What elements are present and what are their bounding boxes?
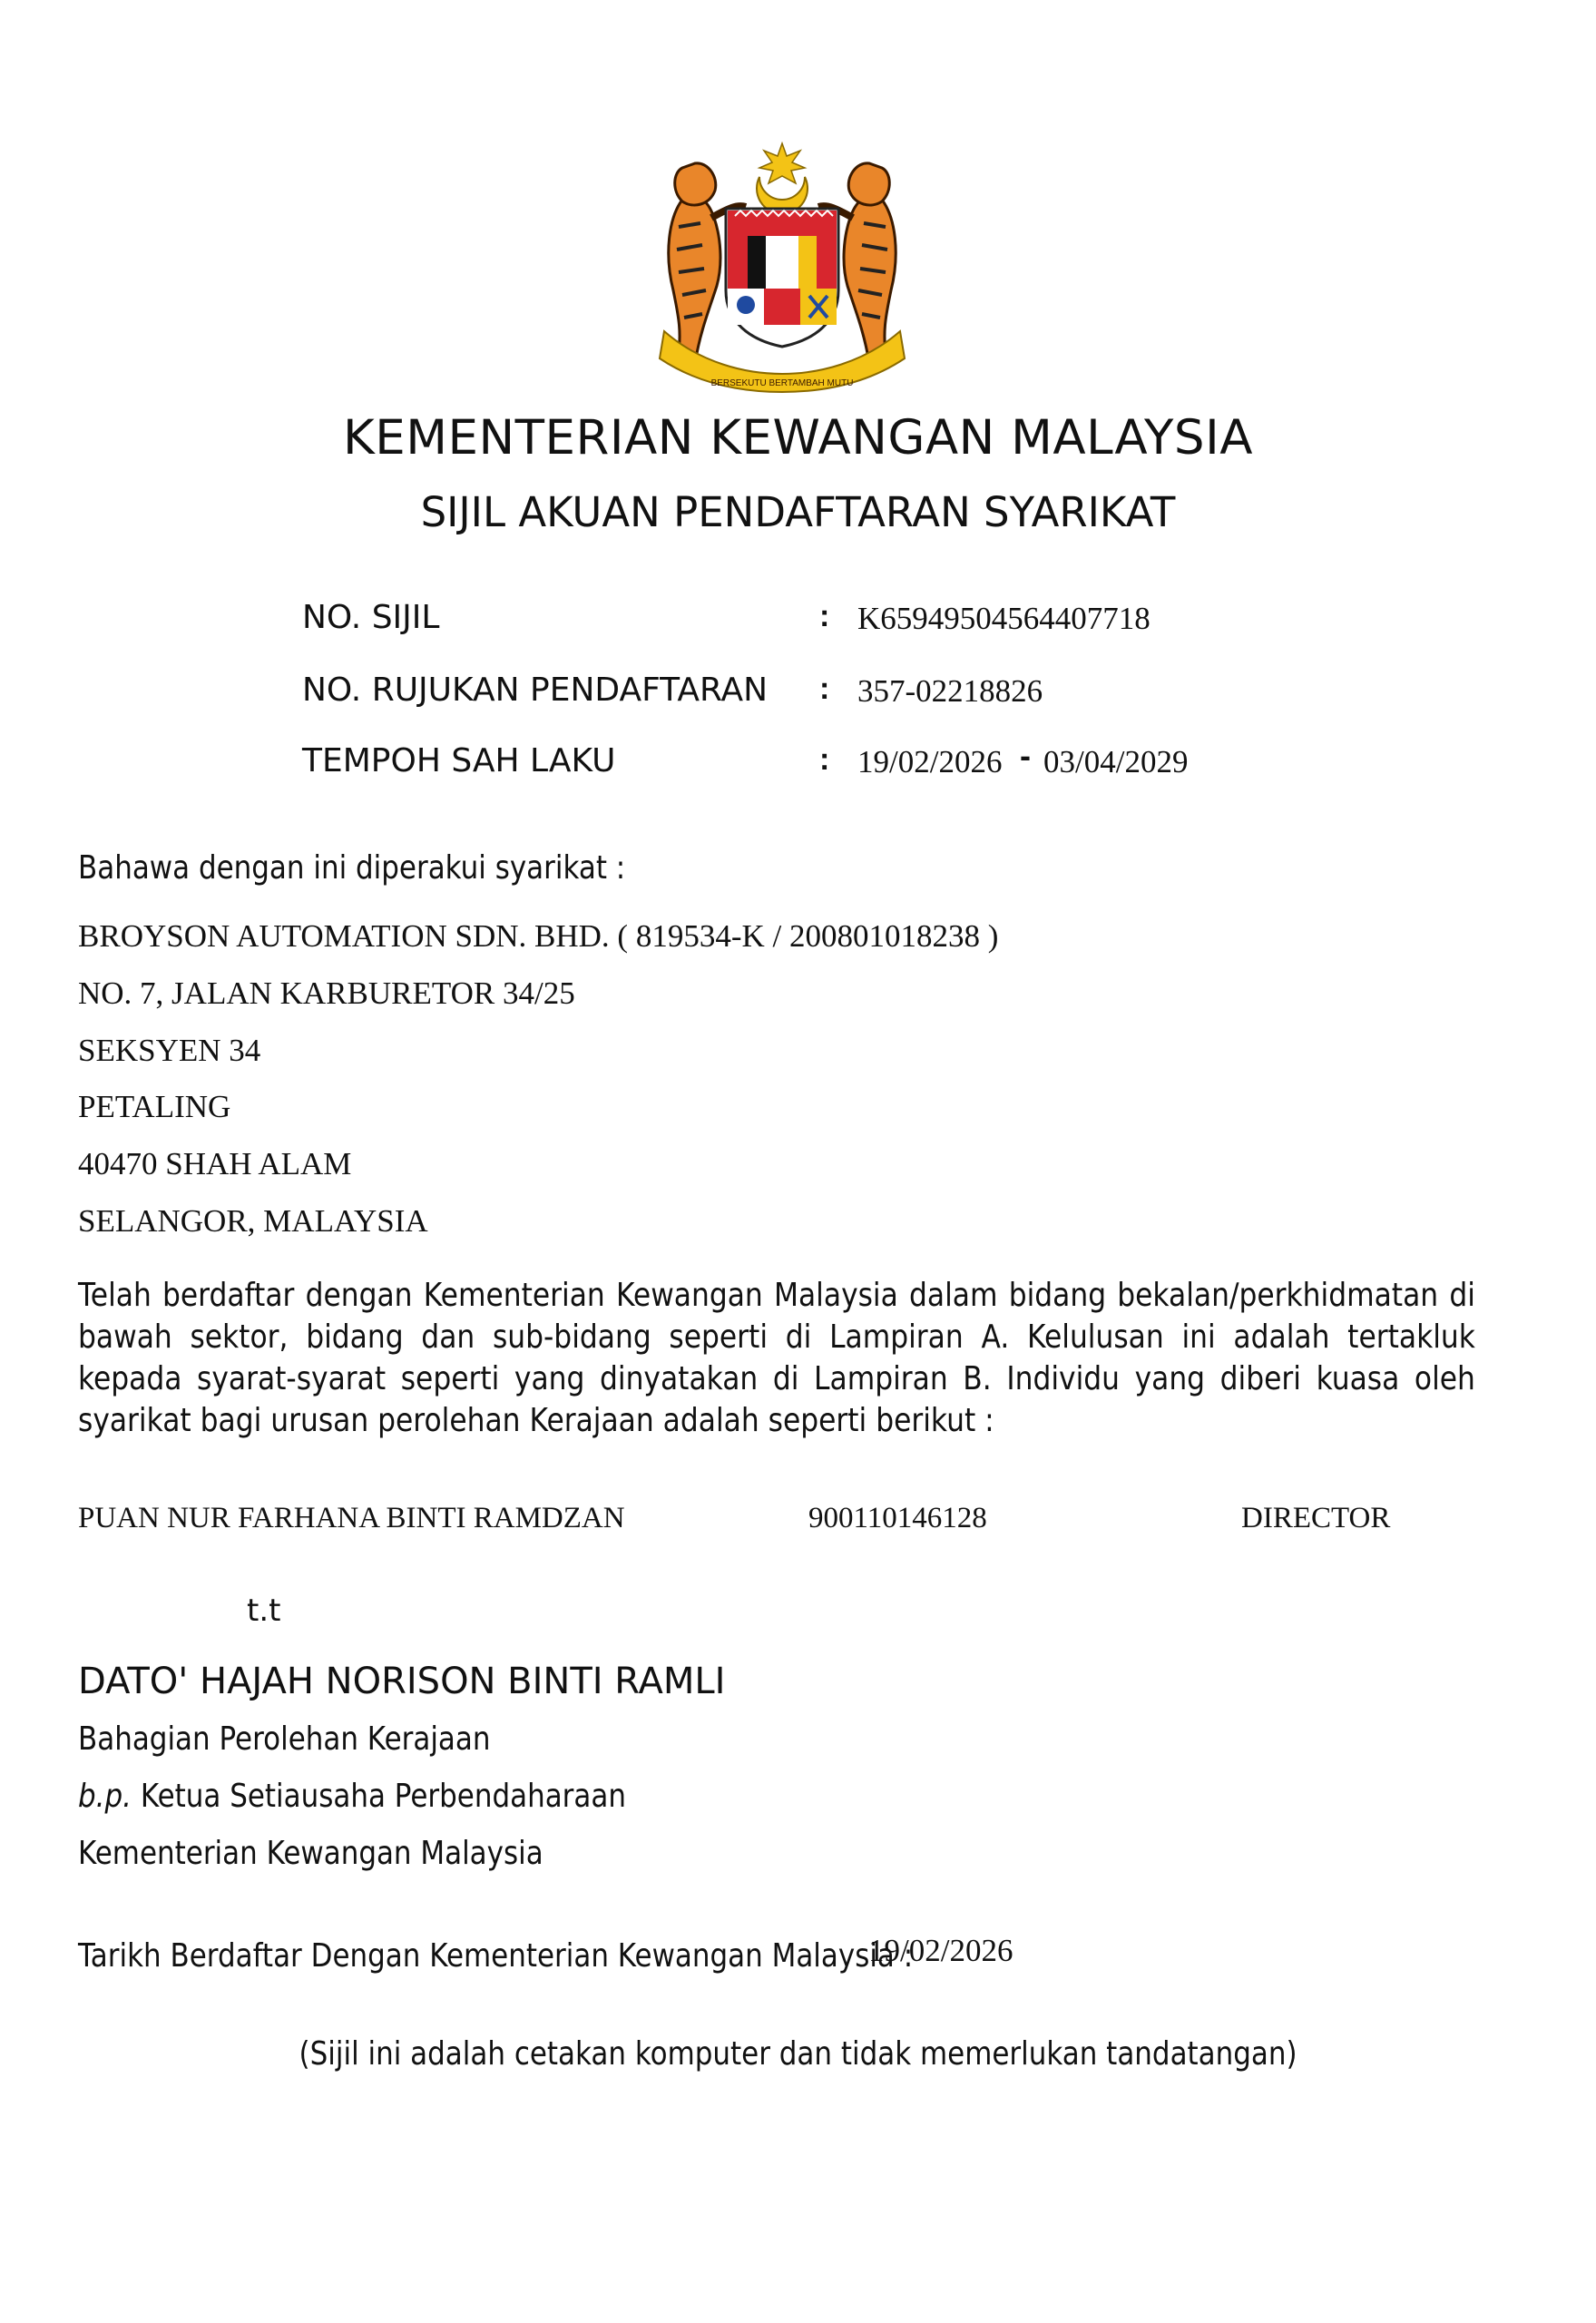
registration-ref-value: 357-02218826 xyxy=(857,673,1043,709)
crescent-star-icon xyxy=(757,143,808,214)
bp-prefix: b.p. xyxy=(78,1778,132,1815)
registration-date-value: 19/02/2026 xyxy=(868,1933,1013,1968)
certificate-title: SIJIL AKUAN PENDAFTARAN SYARIKAT xyxy=(420,488,1176,536)
authorized-person-ic: 900110146128 xyxy=(808,1502,987,1534)
footer-note xyxy=(0,2035,1596,2073)
shield-icon xyxy=(726,209,838,347)
tt-mark: t.t xyxy=(247,1593,281,1629)
authorized-person-name: PUAN NUR FARHANA BINTI RAMDZAN xyxy=(78,1502,625,1534)
validity-end: 03/04/2029 xyxy=(1043,744,1189,779)
address-line: SEKSYEN 34 xyxy=(78,1033,261,1068)
footer-note-text: (Sijil ini adalah cetakan komputer dan tidak memerlukan tandatangan) xyxy=(299,2035,1297,2073)
ministry-title: KEMENTERIAN KEWANGAN MALAYSIA xyxy=(343,410,1253,466)
validity-colon: : xyxy=(819,742,830,777)
signatory-ministry: Kementerian Kewangan Malaysia xyxy=(78,1835,543,1872)
company-intro: Bahawa dengan ini diperakui syarikat : xyxy=(78,849,626,887)
registration-ref-colon: : xyxy=(819,671,830,706)
address-line: 40470 SHAH ALAM xyxy=(78,1146,352,1181)
company-name: BROYSON AUTOMATION SDN. BHD. ( 819534-K / 200801018238 ) xyxy=(78,918,999,954)
registration-ref-label: NO. RUJUKAN PENDAFTARAN xyxy=(302,671,769,709)
signatory-name: DATO' HAJAH NORISON BINTI RAMLI xyxy=(78,1661,726,1702)
validity-start: 19/02/2026 xyxy=(857,744,1003,779)
signatory-division: Bahagian Perolehan Kerajaan xyxy=(78,1720,491,1758)
signatory-capacity xyxy=(78,1778,626,1815)
validity-label: TEMPOH SAH LAKU xyxy=(302,742,616,779)
crest-motto-text: BERSEKUTU BERTAMBAH MUTU xyxy=(710,378,854,388)
certificate-no-colon: : xyxy=(819,599,830,633)
validity-separator: - xyxy=(1020,737,1031,774)
address-line: SELANGOR, MALAYSIA xyxy=(78,1203,428,1239)
certificate-no-label: NO. SIJIL xyxy=(302,599,440,636)
signatory-title: Ketua Setiausaha Perbendaharaan xyxy=(140,1778,626,1815)
malaysia-coat-of-arms-icon xyxy=(646,136,918,395)
authorized-person-role: DIRECTOR xyxy=(1241,1502,1391,1534)
address-line: PETALING xyxy=(78,1089,231,1124)
registration-date-label: Tarikh Berdaftar Dengan Kementerian Kewangan Malaysia : xyxy=(78,1937,914,1975)
certificate-no-value: K65949504564407718 xyxy=(857,601,1150,636)
registration-statement: Telah berdaftar dengan Kementerian Kewangan Malaysia dalam bidang bekalan/perkhidmatan di bawah sektor, bidang dan sub-bidang seperti di Lampiran A. Kelulusan ini adalah tertakluk kepada syarat-syarat seperti yang dinyatakan di Lampiran B. Individu yang diberi kuasa oleh syarikat bagi urusan perolehan Kerajaan adalah seperti berikut : xyxy=(78,1277,1475,1439)
address-line: NO. 7, JALAN KARBURETOR 34/25 xyxy=(78,975,575,1011)
